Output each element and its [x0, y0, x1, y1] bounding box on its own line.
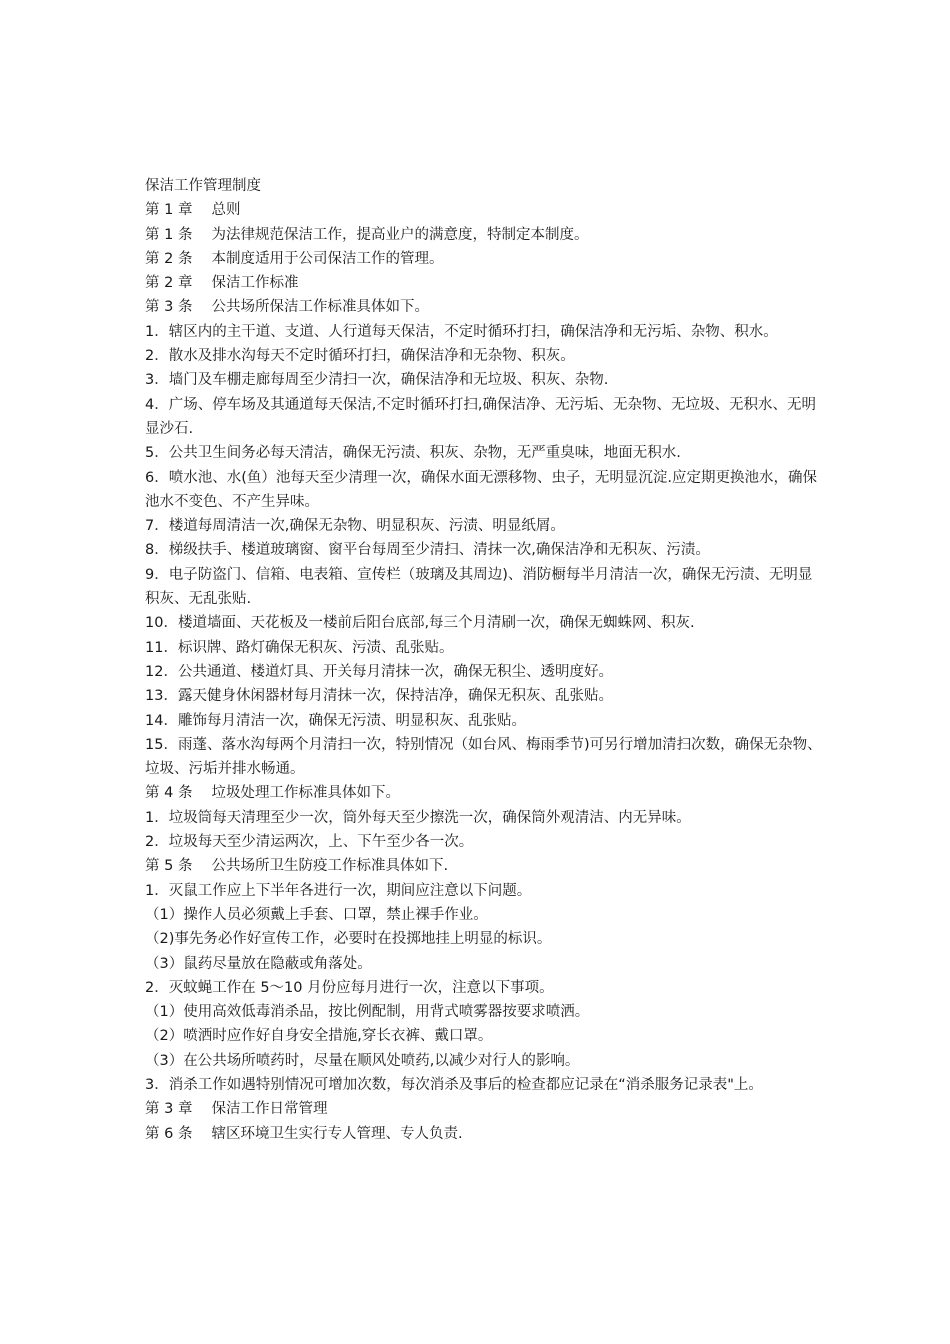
- document-line: 6．喷水池、水(鱼）池每天至少清理一次，确保水面无漂移物、虫子，无明显沉淀.应定期更换池水，确保池水不变色、不产生异味。: [145, 469, 817, 510]
- document-line: 第 3 章 保洁工作日常管理: [145, 1101, 328, 1118]
- document-line: （1）使用高效低毒消杀品，按比例配制，用背式喷雾器按要求喷洒。: [145, 1004, 590, 1021]
- document-line: （3）鼠药尽量放在隐蔽或角落处。: [145, 955, 372, 972]
- document-line: 2．散水及排水沟每天不定时循环打扫，确保洁净和无杂物、积灰。: [145, 348, 575, 365]
- document-line: 第 6 条 辖区环境卫生实行专人管理、专人负责.: [145, 1125, 463, 1142]
- document-line: 15．雨蓬、落水沟每两个月清扫一次，特别情况（如台风、梅雨季节)可另行增加清扫次数，确保无杂物、垃圾、污垢并排水畅通。: [145, 736, 822, 778]
- document-line: 第 1 章 总则: [145, 202, 241, 219]
- document-line: 13．露天健身休闲器材每月清抹一次，保持洁净，确保无积灰、乱张贴。: [145, 688, 613, 705]
- document-line: 1．辖区内的主干道、支道、人行道每天保洁，不定时循环打扫，确保洁净和无污垢、杂物、积水。: [145, 323, 778, 340]
- document-line: 5．公共卫生间务必每天清洁，确保无污渍、积灰、杂物，无严重臭味，地面无积水.: [145, 445, 681, 462]
- document-line: 第 1 条 为法律规范保洁工作，提高业户的满意度，特制定本制度。: [145, 226, 589, 243]
- document-line: 10．楼道墙面、天花板及一楼前后阳台底部,每三个月清刷一次，确保无蜘蛛网、积灰.: [145, 615, 695, 632]
- document-line: 3．消杀工作如遇特别情况可增加次数，每次消杀及事后的检查都应记录在“消杀服务记录表"上。: [145, 1076, 763, 1093]
- document-line: 7．楼道每周清洁一次,确保无杂物、明显积灰、污渍、明显纸屑。: [145, 518, 565, 535]
- document-line: 1．垃圾筒每天清理至少一次，筒外每天至少擦洗一次，确保筒外观清洁、内无异味。: [145, 809, 691, 826]
- document-line: 第 3 条 公共场所保洁工作标准具体如下。: [145, 299, 430, 316]
- document-line: 2．垃圾每天至少清运两次，上、下午至少各一次。: [145, 834, 474, 851]
- document-line: 1．灭鼠工作应上下半年各进行一次，期间应注意以下问题。: [145, 882, 532, 899]
- document-line: 第 4 条 垃圾处理工作标准具体如下。: [145, 785, 401, 802]
- document-line: 14．雕饰每月清洁一次，确保无污渍、明显积灰、乱张贴。: [145, 712, 526, 729]
- document-body: [145, 198, 825, 1146]
- document-line: 第 2 章 保洁工作标准: [145, 275, 299, 292]
- document-line: （3）在公共场所喷药时，尽量在顺风处喷药,以减少对行人的影响。: [145, 1052, 580, 1069]
- document-line: 8．梯级扶手、楼道玻璃窗、窗平台每周至少清扫、清抹一次,确保洁净和无积灰、污渍。: [145, 542, 710, 559]
- document-line: 4．广场、停车场及其通道每天保洁,不定时循环打扫,确保洁净、无污垢、无杂物、无垃圾、无积水、无明显沙石.: [145, 396, 816, 437]
- document-line: （2)事先务必作好宣传工作，必要时在投掷地挂上明显的标识。: [145, 931, 552, 948]
- document-line: 第 2 条 本制度适用于公司保洁工作的管理。: [145, 250, 444, 267]
- document-line: 第 5 条 公共场所卫生防疫工作标准具体如下.: [145, 858, 449, 875]
- document-line: 9．电子防盗门、信箱、电表箱、宣传栏（玻璃及其周边)、消防橱每半月清洁一次，确保无污渍、无明显积灰、无乱张贴.: [145, 566, 813, 608]
- document-page: [145, 174, 825, 1146]
- document-title: 保洁工作管理制度: [145, 178, 261, 194]
- document-line: 3．墙门及车棚走廊每周至少清扫一次，确保洁净和无垃圾、积灰、杂物.: [145, 372, 609, 389]
- document-line: （2）喷洒时应作好自身安全措施,穿长衣裤、戴口罩。: [145, 1028, 493, 1045]
- document-line: 11．标识牌、路灯确保无积灰、污渍、乱张贴。: [145, 639, 454, 656]
- document-line: 12．公共通道、楼道灯具、开关每月清抹一次，确保无积尘、透明度好。: [145, 663, 613, 680]
- document-line: 2．灭蚊蝇工作在 5～10 月份应每月进行一次，注意以下事项。: [145, 979, 554, 996]
- document-line: （1）操作人员必须戴上手套、口罩，禁止裸手作业。: [145, 906, 488, 923]
